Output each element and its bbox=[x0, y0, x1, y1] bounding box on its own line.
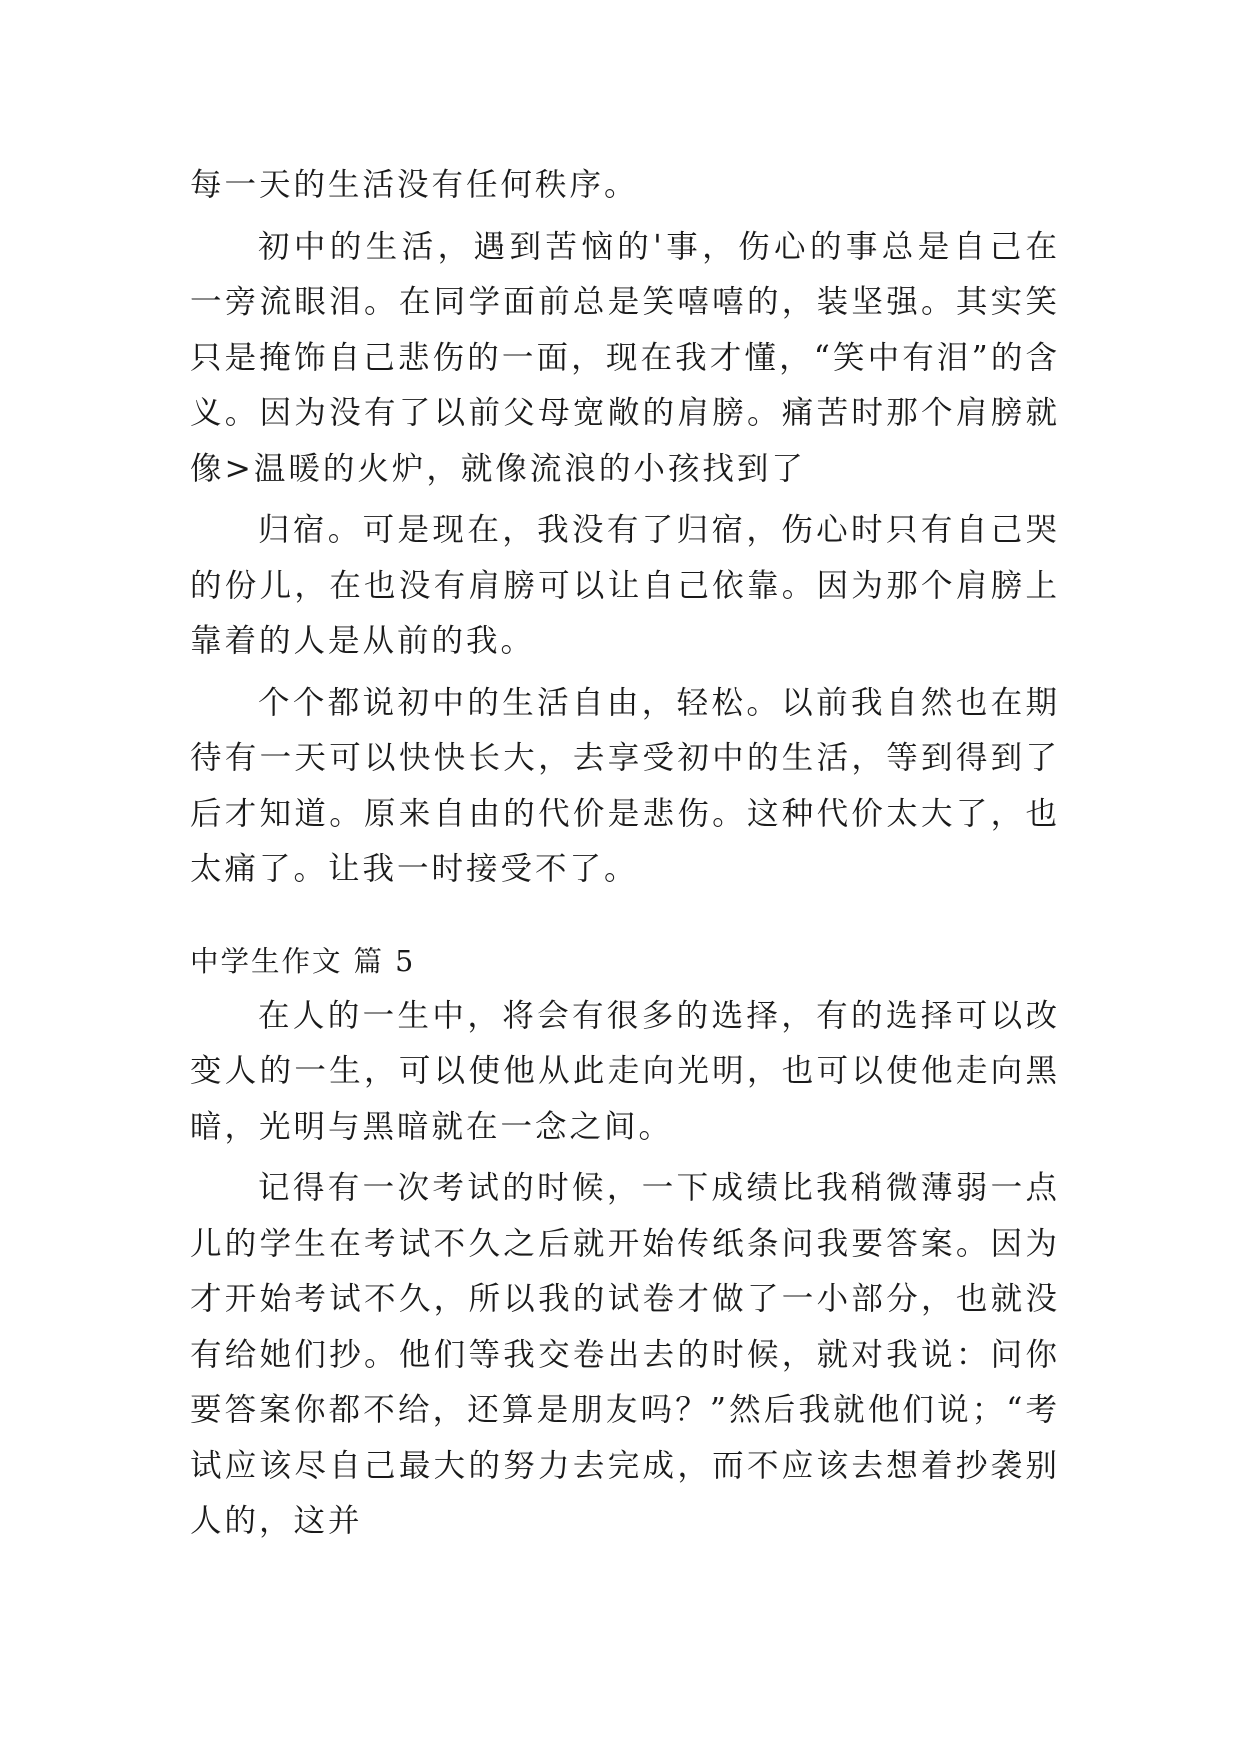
paragraph-continued: 每一天的生活没有任何秩序。 bbox=[190, 167, 639, 203]
document-body bbox=[190, 158, 1060, 1550]
paragraph: 在人的一生中，将会有很多的选择，有的选择可以改变人的一生，可以使他从此走向光明，也可以使他走向黑暗，光明与黑暗就在一念之间。 bbox=[190, 997, 1060, 1145]
section-heading: 中学生作文 篇 5 bbox=[190, 944, 416, 978]
paragraph: 记得有一次考试的时候，一下成绩比我稍微薄弱一点儿的学生在考试不久之后就开始传纸条问我要答案。因为才开始考试不久，所以我的试卷才做了一小部分，也就没有给她们抄。他们等我交卷出去的时候，就对我说：问你要答案你都不给，还算是朋友吗？”然后我就他们说；“考试应该尽自己最大的努力去完成，而不应该去想着抄袭别人的，这并 bbox=[190, 1170, 1060, 1539]
paragraph: 个个都说初中的生活自由，轻松。以前我自然也在期待有一天可以快快长大，去享受初中的生活，等到得到了后才知道。原来自由的代价是悲伤。这种代价太大了，也太痛了。让我一时接受不了。 bbox=[190, 684, 1060, 887]
paragraph: 归宿。可是现在，我没有了归宿，伤心时只有自己哭的份儿，在也没有肩膀可以让自己依靠。因为那个肩膀上靠着的人是从前的我。 bbox=[190, 512, 1060, 659]
paragraph: 初中的生活，遇到苦恼的'事，伤心的事总是自己在一旁流眼泪。在同学面前总是笑嘻嘻的，装坚强。其实笑只是掩饰自己悲伤的一面，现在我才懂，“笑中有泪”的含义。因为没有了以前父母宽敞的肩膀。痛苦时那个肩膀就像>温暖的火炉，就像流浪的小孩找到了 bbox=[190, 228, 1060, 487]
